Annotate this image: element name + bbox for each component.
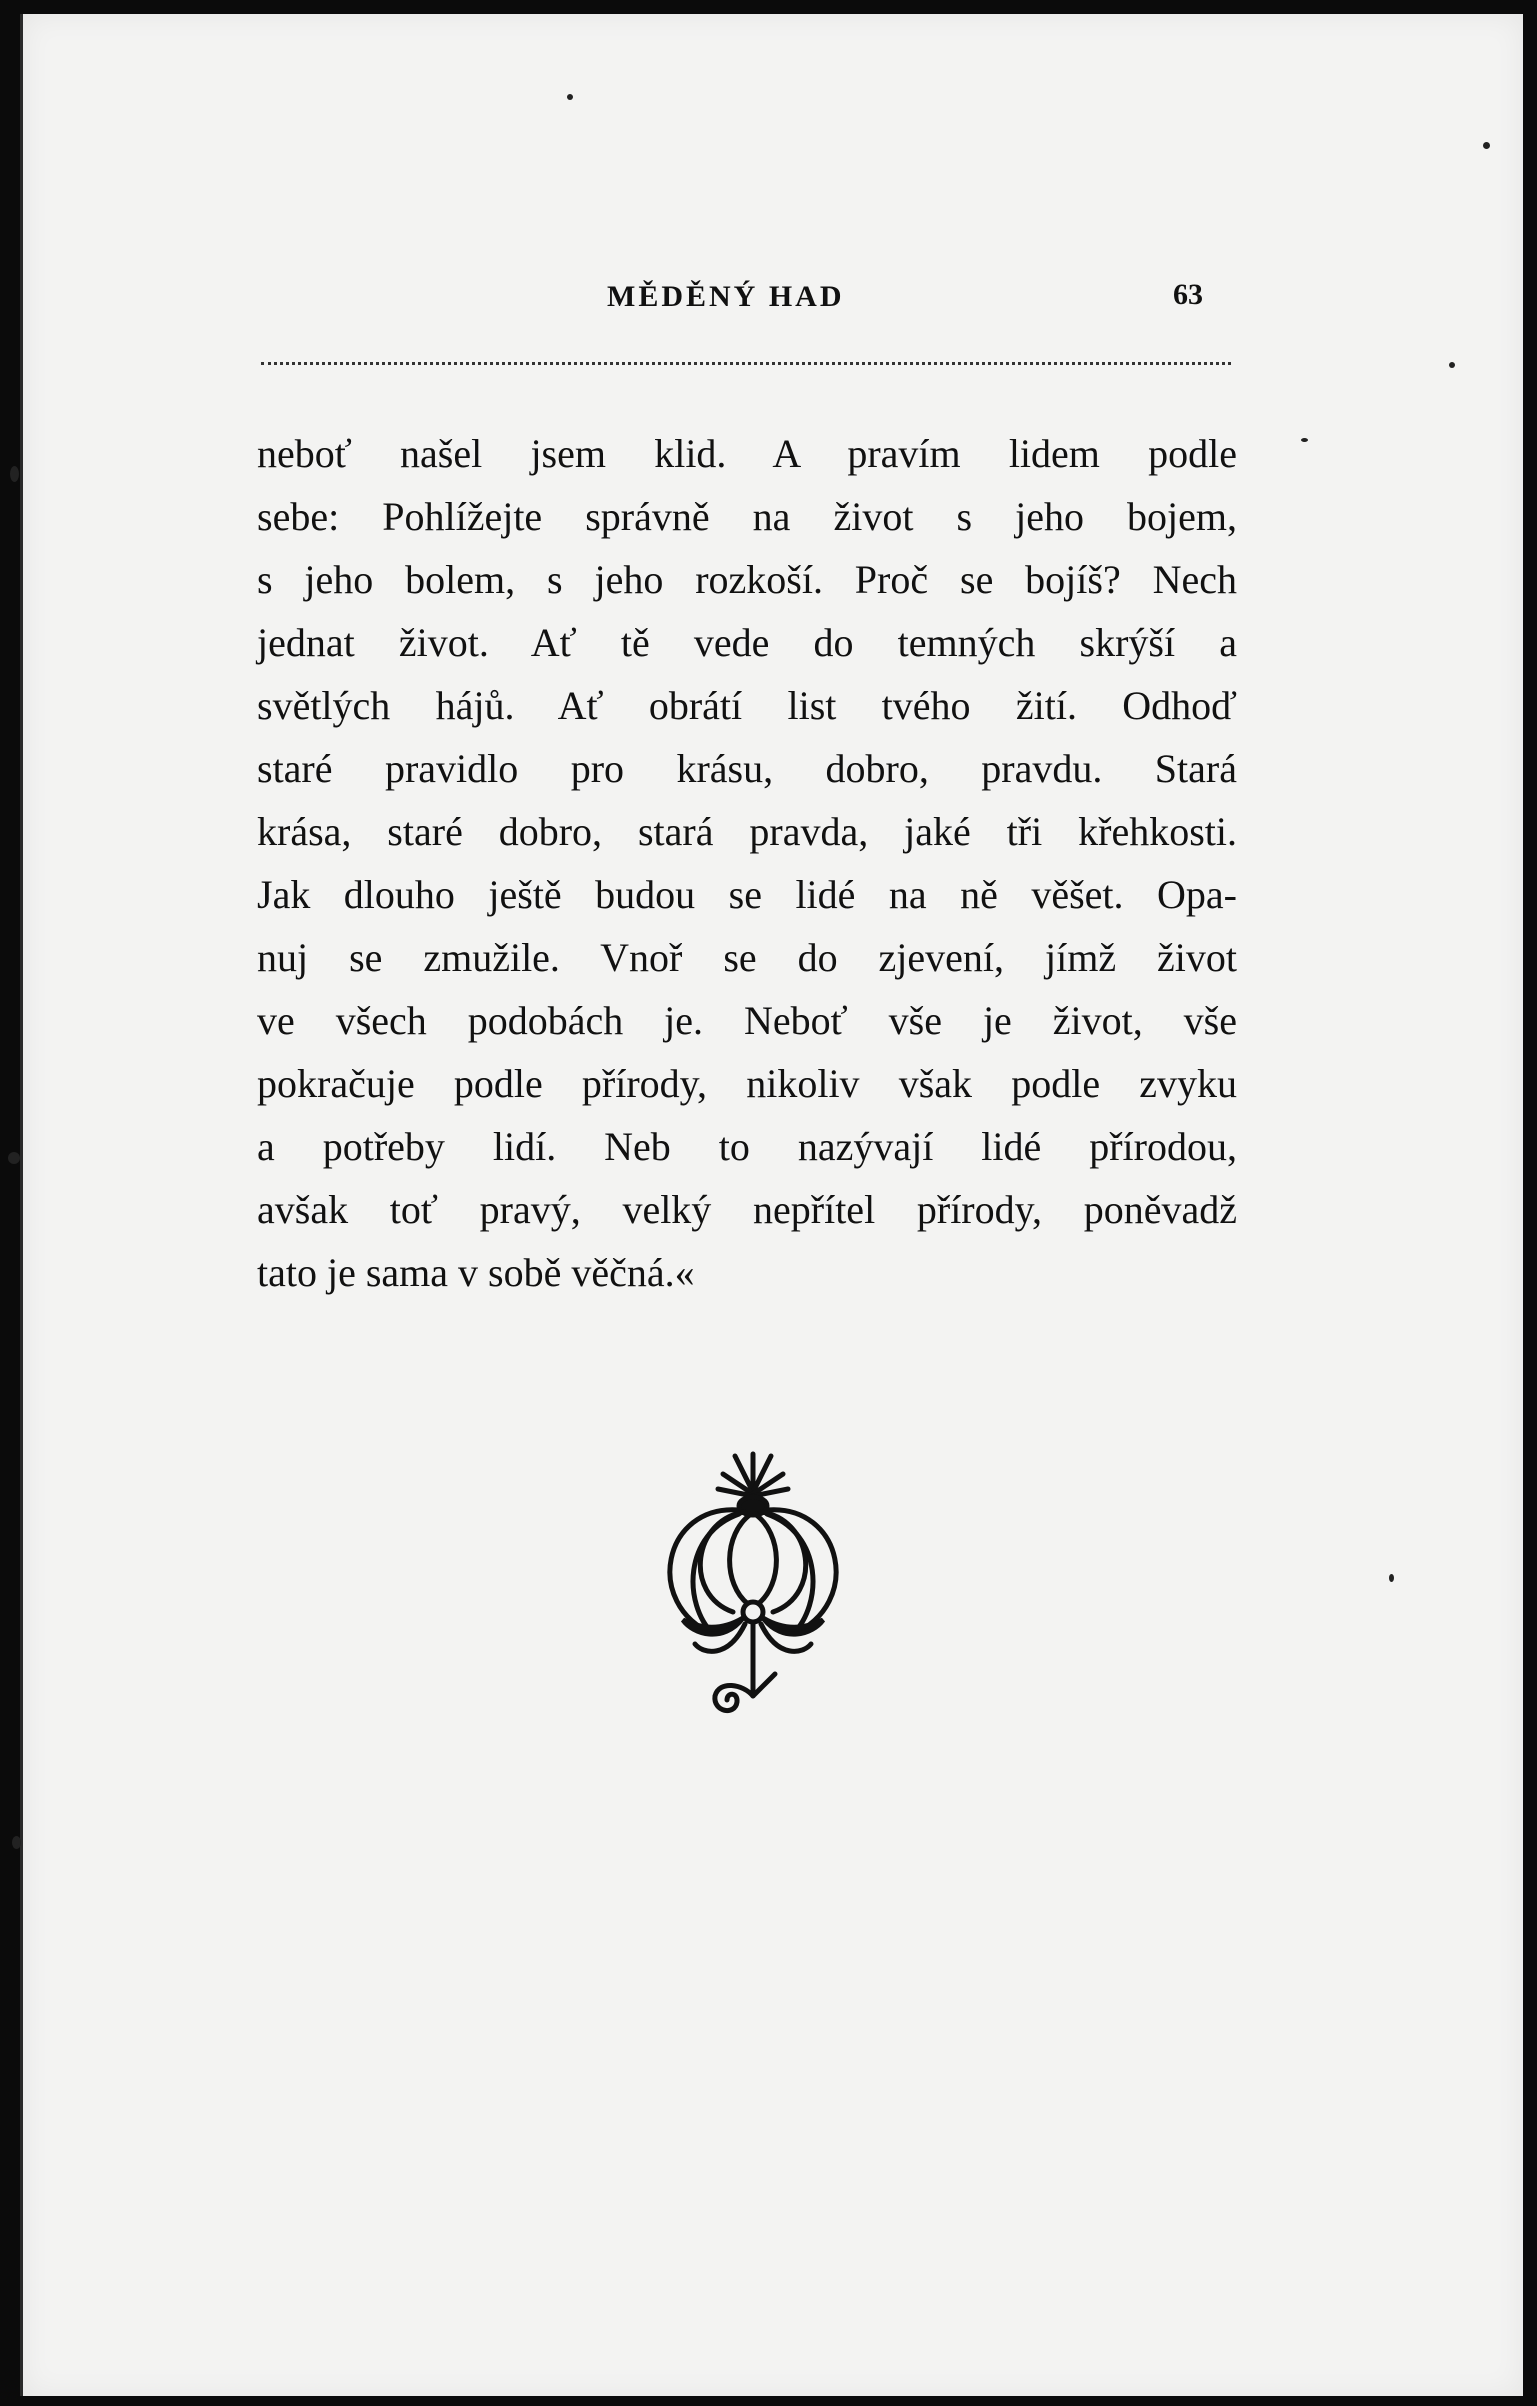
scan-speck <box>1483 142 1490 149</box>
text-line: krása, staré dobro, stará pravda, jaké tři křehkosti. <box>257 809 1237 854</box>
text-line: Jak dlouho ještě budou se lidé na ně věšet. Opa- <box>257 872 1237 917</box>
text-line: s jeho bolem, s jeho rozkoší. Proč se bojíš? Nech <box>257 557 1237 602</box>
scan-speck <box>10 466 19 482</box>
text-line: jednat život. Ať tě vede do temných skrýší a <box>257 620 1237 665</box>
text-line: ve všech podobách je. Neboť vše je život, vše <box>257 998 1237 1043</box>
text-line: avšak toť pravý, velký nepřítel přírody, poněvadž <box>257 1187 1237 1232</box>
running-title: MĚDĚNÝ HAD <box>607 280 845 313</box>
floral-tailpiece-icon <box>623 1434 883 1734</box>
scan-speck <box>1301 438 1308 442</box>
text-line: sebe: Pohlížejte správně na život s jeho bojem, <box>257 494 1237 539</box>
scan-speck <box>8 1152 20 1164</box>
scan-speck <box>567 94 573 100</box>
book-page <box>20 14 1523 2396</box>
scan-speck <box>1389 1574 1394 1582</box>
scan-speck <box>12 1836 21 1849</box>
text-line: a potřeby lidí. Neb to nazývají lidé přírodou, <box>257 1124 1237 1169</box>
header-rule <box>261 362 1231 365</box>
scan-speck <box>1449 362 1455 368</box>
text-line: nuj se zmužile. Vnoř se do zjevení, jímž život <box>257 935 1237 980</box>
text-line: neboť našel jsem klid. A pravím lidem podle <box>257 431 1237 476</box>
page-number: 63 <box>1173 278 1203 311</box>
text-line: světlých hájů. Ať obrátí list tvého žití. Odhoď <box>257 683 1237 728</box>
text-line: staré pravidlo pro krásu, dobro, pravdu. Stará <box>257 746 1237 791</box>
text-line: tato je sama v sobě věčná.« <box>257 1250 695 1295</box>
body-paragraph <box>257 422 1237 1304</box>
text-line: pokračuje podle přírody, nikoliv však podle zvyku <box>257 1061 1237 1106</box>
